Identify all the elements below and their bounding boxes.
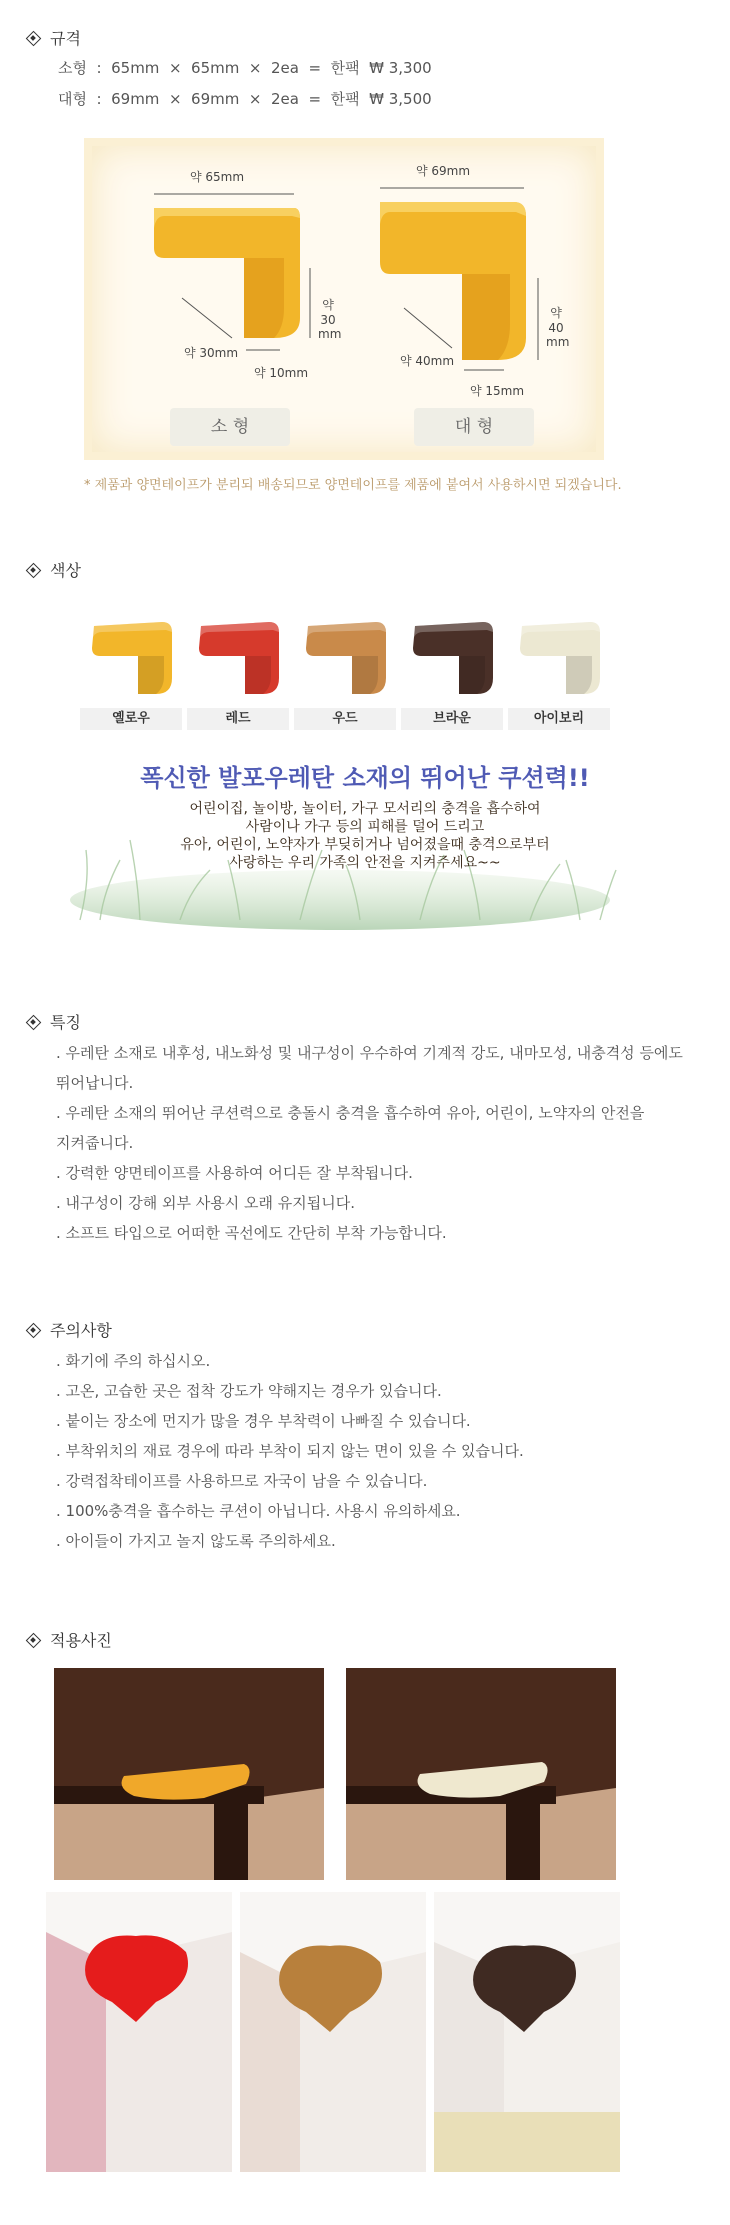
small-depth-label: 약 30mm [184, 346, 239, 360]
photo-red-cabinet [46, 1892, 232, 2172]
color-section-title [26, 558, 81, 581]
photos-section-title [26, 1628, 112, 1651]
diamond-bullet-icon [26, 1323, 40, 1337]
diamond-bullet-icon [26, 1633, 40, 1647]
photo-brown-cabinet-art [434, 1892, 620, 2172]
diamond-bullet-icon [26, 563, 40, 577]
color-title-text: 색상 [50, 561, 81, 580]
color-swatch [401, 616, 503, 702]
features-section-title [26, 1010, 81, 1033]
cushion-headline: 폭신한 발포우레탄 소재의 뛰어난 쿠션력!! [140, 764, 590, 792]
photo-red-cabinet-art [46, 1892, 232, 2172]
caution-section-title [26, 1318, 112, 1341]
caution-item: . 화기에 주의 하십시오. [56, 1352, 211, 1370]
small-height-label: 약 30 mm [318, 298, 342, 341]
diamond-bullet-icon [26, 1015, 40, 1029]
color-swatch-label: 레드 [187, 708, 289, 730]
desc-line-3: 유아, 어린이, 노약자가 부딪히거나 넘어졌을때 충격으로부터 [180, 837, 550, 853]
large-width-label: 약 69mm [416, 164, 471, 178]
caution-title-text: 주의사항 [50, 1321, 112, 1340]
photos-title-text: 적용사진 [50, 1631, 112, 1650]
desc-line-2: 사람이나 가구 등의 피해를 덜어 드리고 [245, 819, 485, 835]
large-depth-label: 약 40mm [400, 354, 455, 368]
corner-guard-icon [508, 616, 610, 702]
feature-item: 지켜줍니다. [56, 1134, 134, 1152]
color-swatch [294, 616, 396, 702]
corner-guard-icon [80, 616, 182, 702]
photo-ivory-table [346, 1668, 616, 1880]
tape-note: * 제품과 양면테이프가 분리되 배송되므로 양면테이프를 제품에 붙여서 사용하시면 되겠습니다. [84, 478, 622, 493]
spec-large: 대형 : 69mm × 69mm × 2ea = 한팩 ₩ 3,500 [58, 90, 432, 108]
color-swatch [508, 616, 610, 702]
corner-guard-icon [401, 616, 503, 702]
spec-section-title [26, 26, 81, 49]
feature-item: . 우레탄 소재로 내후성, 내노화성 및 내구성이 우수하여 기계적 강도, 내마모성, 내충격성 등에도 [56, 1044, 683, 1062]
spec-small: 소형 : 65mm × 65mm × 2ea = 한팩 ₩ 3,300 [58, 59, 432, 77]
color-swatch-label: 옐로우 [80, 708, 182, 730]
small-product-shape [154, 208, 300, 338]
caution-item: . 아이들이 가지고 놀지 않도록 주의하세요. [56, 1532, 336, 1550]
color-swatch [80, 616, 182, 702]
caution-item: . 100%충격을 흡수하는 쿠션이 아닙니다. 사용시 유의하세요. [56, 1502, 461, 1520]
caution-item: . 고온, 고습한 곳은 접착 강도가 약해지는 경우가 있습니다. [56, 1382, 442, 1400]
diamond-bullet-icon [26, 31, 40, 45]
color-swatch [187, 616, 289, 702]
feature-item: . 강력한 양면테이프를 사용하여 어디든 잘 부착됩니다. [56, 1164, 413, 1182]
features-title-text: 특징 [50, 1013, 81, 1032]
caution-item: . 부착위치의 재료 경우에 따라 부착이 되지 않는 면이 있을 수 있습니다. [56, 1442, 524, 1460]
feature-item: . 소프트 타입으로 어떠한 곡선에도 간단히 부착 가능합니다. [56, 1224, 447, 1242]
corner-guard-icon [294, 616, 396, 702]
photo-yellow-table-art [54, 1668, 324, 1880]
photo-brown-cabinet [434, 1892, 620, 2172]
small-thick-label: 약 10mm [254, 366, 309, 380]
feature-item: . 내구성이 강해 외부 사용시 오래 유지됩니다. [56, 1194, 355, 1212]
photo-yellow-table [54, 1668, 324, 1880]
color-swatch-label: 우드 [294, 708, 396, 730]
photo-wood-cabinet-art [240, 1892, 426, 2172]
photo-wood-cabinet [240, 1892, 426, 2172]
caution-item: . 붙이는 장소에 먼지가 많을 경우 부착력이 나빠질 수 있습니다. [56, 1412, 471, 1430]
large-size-label: 대 형 [414, 408, 534, 446]
feature-item: 뛰어납니다. [56, 1074, 134, 1092]
color-swatch-label: 브라운 [401, 708, 503, 730]
large-thick-label: 약 15mm [470, 384, 525, 398]
caution-item: . 강력접착테이프를 사용하므로 자국이 남을 수 있습니다. [56, 1472, 428, 1490]
desc-line-4: 사랑하는 우리 가족의 안전을 지켜주세요~~ [229, 855, 501, 871]
photo-ivory-table-art [346, 1668, 616, 1880]
small-size-label: 소 형 [170, 408, 290, 446]
spec-title-text: 규격 [50, 29, 81, 48]
large-height-label: 약 40 mm [546, 306, 570, 349]
corner-guard-icon [187, 616, 289, 702]
large-product-shape [380, 202, 526, 360]
feature-item: . 우레탄 소재의 뛰어난 쿠션력으로 충돌시 충격을 흡수하여 유아, 어린이, 노약자의 안전을 [56, 1104, 645, 1122]
desc-line-1: 어린이집, 놀이방, 놀이터, 가구 모서리의 충격을 흡수하여 [189, 801, 541, 817]
small-width-label: 약 65mm [190, 170, 245, 184]
color-swatch-label: 아이보리 [508, 708, 610, 730]
